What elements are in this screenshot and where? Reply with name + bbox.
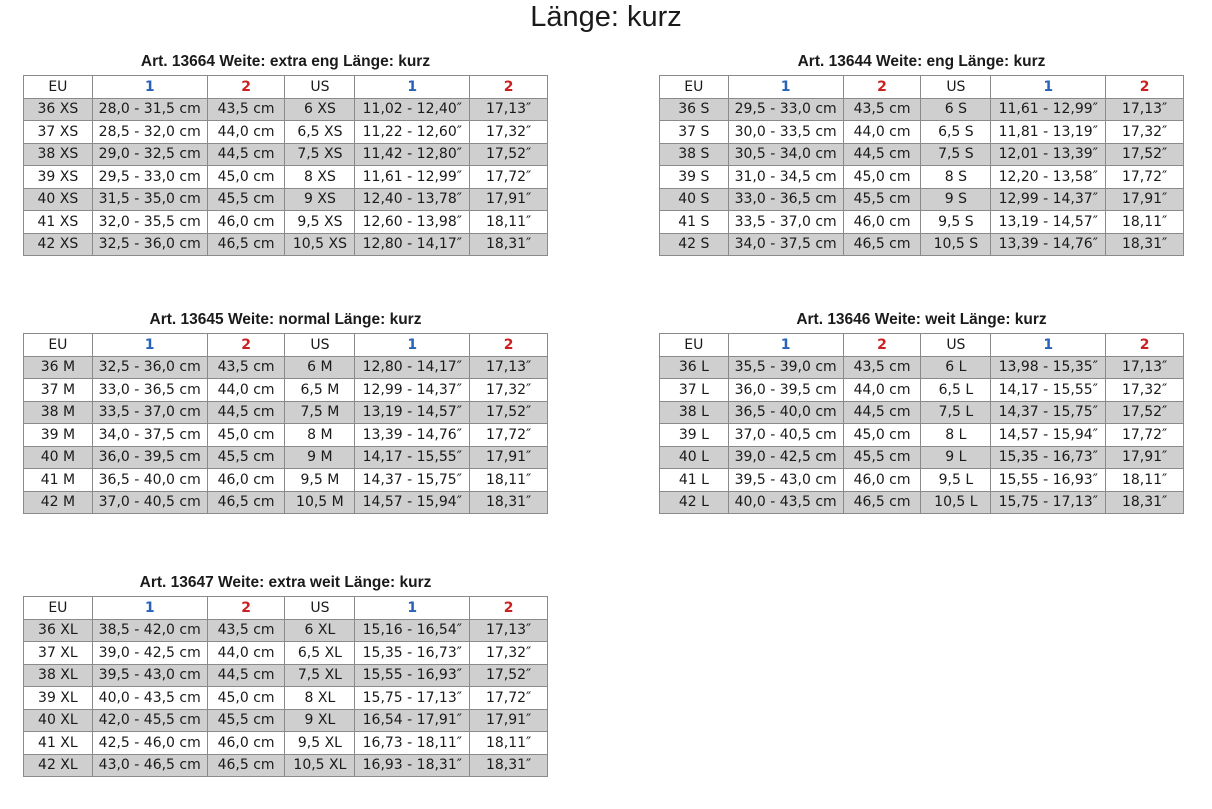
cell-body-length-inch: 15,35 - 16,73″ [355,642,470,665]
cell-eu-size: 42 M [24,491,93,514]
cell-eu-size: 39 M [24,424,93,447]
cell-leg-length-cm: 45,5 cm [207,188,285,211]
cell-body-length-inch: 13,39 - 14,76″ [991,233,1106,256]
table-row [24,709,548,732]
table-row [24,469,548,492]
size-table [659,333,1184,514]
table-title: Art. 13647 Weite: extra weit Länge: kurz [139,574,432,591]
table-row [660,401,1184,424]
cell-leg-length-cm: 45,0 cm [207,166,285,189]
header-leg-length: 2 [843,76,921,99]
cell-eu-size: 41 XL [24,732,93,755]
header-eu: EU [660,334,729,357]
table-row [24,732,548,755]
cell-body-length-cm: 43,0 - 46,5 cm [92,754,207,777]
header-body-length-inch: 1 [355,334,470,357]
cell-body-length-inch: 14,57 - 15,94″ [991,424,1106,447]
table-row [24,166,548,189]
cell-body-length-inch: 15,55 - 16,93″ [355,664,470,687]
table-row [660,121,1184,144]
table-row [24,188,548,211]
cell-eu-size: 36 XL [24,619,93,642]
cell-us-size: 8 M [285,424,355,447]
cell-body-length-inch: 12,60 - 13,98″ [355,211,470,234]
cell-us-size: 6 L [921,356,991,379]
page-title: Länge: kurz [530,1,682,33]
cell-leg-length-cm: 44,5 cm [207,664,285,687]
cell-leg-length-cm: 45,5 cm [843,446,921,469]
cell-eu-size: 37 XS [24,121,93,144]
header-leg-length-inch: 2 [1106,334,1184,357]
cell-us-size: 9 XS [285,188,355,211]
cell-us-size: 10,5 XS [285,233,355,256]
cell-us-size: 10,5 XL [285,754,355,777]
cell-body-length-inch: 16,73 - 18,11″ [355,732,470,755]
cell-body-length-cm: 36,5 - 40,0 cm [92,469,207,492]
cell-body-length-cm: 33,0 - 36,5 cm [92,379,207,402]
cell-eu-size: 37 L [660,379,729,402]
cell-us-size: 9,5 S [921,211,991,234]
cell-eu-size: 41 M [24,469,93,492]
cell-leg-length-inch: 18,31″ [470,233,548,256]
header-leg-length: 2 [207,334,285,357]
cell-leg-length-cm: 46,5 cm [207,491,285,514]
table-row [24,446,548,469]
header-eu: EU [24,334,93,357]
cell-body-length-inch: 15,55 - 16,93″ [991,469,1106,492]
cell-us-size: 6,5 L [921,379,991,402]
cell-leg-length-inch: 17,13″ [470,356,548,379]
table-row [660,233,1184,256]
header-eu: EU [24,597,93,620]
table-row [24,642,548,665]
cell-us-size: 7,5 XS [285,143,355,166]
header-body-length: 1 [728,76,843,99]
cell-body-length-cm: 31,0 - 34,5 cm [728,166,843,189]
header-body-length-inch: 1 [991,76,1106,99]
cell-body-length-inch: 12,80 - 14,17″ [355,233,470,256]
header-leg-length: 2 [207,597,285,620]
table-header-row [24,334,548,357]
cell-leg-length-inch: 18,11″ [1106,211,1184,234]
table-row [24,401,548,424]
cell-body-length-cm: 32,5 - 36,0 cm [92,233,207,256]
cell-eu-size: 38 XL [24,664,93,687]
cell-leg-length-inch: 18,11″ [470,732,548,755]
cell-us-size: 9 M [285,446,355,469]
header-eu: EU [660,76,729,99]
cell-body-length-inch: 13,19 - 14,57″ [991,211,1106,234]
cell-us-size: 9,5 XS [285,211,355,234]
cell-body-length-cm: 36,0 - 39,5 cm [92,446,207,469]
cell-us-size: 7,5 M [285,401,355,424]
cell-body-length-cm: 40,0 - 43,5 cm [728,491,843,514]
cell-us-size: 6,5 S [921,121,991,144]
cell-us-size: 9 S [921,188,991,211]
cell-us-size: 9 L [921,446,991,469]
cell-eu-size: 38 L [660,401,729,424]
table-row [660,143,1184,166]
cell-eu-size: 40 L [660,446,729,469]
cell-body-length-inch: 13,39 - 14,76″ [355,424,470,447]
cell-body-length-cm: 29,5 - 33,0 cm [92,166,207,189]
table-row [660,491,1184,514]
cell-body-length-cm: 39,5 - 43,0 cm [92,664,207,687]
cell-us-size: 8 XL [285,687,355,710]
cell-leg-length-cm: 44,0 cm [207,121,285,144]
table-row [24,379,548,402]
cell-body-length-cm: 30,5 - 34,0 cm [728,143,843,166]
cell-eu-size: 36 S [660,98,729,121]
cell-eu-size: 39 XL [24,687,93,710]
cell-leg-length-inch: 17,72″ [470,166,548,189]
cell-body-length-inch: 16,54 - 17,91″ [355,709,470,732]
cell-body-length-inch: 11,02 - 12,40″ [355,98,470,121]
cell-body-length-cm: 28,0 - 31,5 cm [92,98,207,121]
table-row [24,424,548,447]
cell-body-length-cm: 32,5 - 36,0 cm [92,356,207,379]
cell-us-size: 6,5 M [285,379,355,402]
cell-body-length-cm: 33,5 - 37,0 cm [728,211,843,234]
cell-leg-length-cm: 43,5 cm [207,619,285,642]
cell-body-length-inch: 11,61 - 12,99″ [355,166,470,189]
cell-leg-length-cm: 46,0 cm [843,211,921,234]
header-us: US [285,334,355,357]
table-row [24,491,548,514]
cell-body-length-inch: 13,98 - 15,35″ [991,356,1106,379]
table-title: Art. 13664 Weite: extra eng Länge: kurz [140,53,431,70]
cell-body-length-cm: 32,0 - 35,5 cm [92,211,207,234]
cell-leg-length-inch: 18,31″ [1106,233,1184,256]
header-body-length-inch: 1 [355,76,470,99]
cell-leg-length-cm: 45,0 cm [207,424,285,447]
cell-leg-length-cm: 46,0 cm [207,732,285,755]
cell-leg-length-inch: 18,11″ [470,211,548,234]
table-row [660,98,1184,121]
cell-leg-length-inch: 17,52″ [470,143,548,166]
cell-eu-size: 40 XL [24,709,93,732]
cell-body-length-inch: 11,61 - 12,99″ [991,98,1106,121]
cell-us-size: 9,5 M [285,469,355,492]
cell-us-size: 10,5 S [921,233,991,256]
cell-leg-length-inch: 17,32″ [1106,121,1184,144]
cell-leg-length-inch: 17,32″ [1106,379,1184,402]
header-eu: EU [24,76,93,99]
cell-eu-size: 42 XS [24,233,93,256]
cell-body-length-inch: 13,19 - 14,57″ [355,401,470,424]
cell-body-length-cm: 40,0 - 43,5 cm [92,687,207,710]
table-title: Art. 13646 Weite: weit Länge: kurz [796,311,1047,328]
table-row [660,166,1184,189]
cell-leg-length-inch: 17,32″ [470,379,548,402]
cell-body-length-inch: 12,01 - 13,39″ [991,143,1106,166]
cell-body-length-cm: 33,0 - 36,5 cm [728,188,843,211]
cell-leg-length-inch: 17,72″ [1106,424,1184,447]
cell-eu-size: 42 S [660,233,729,256]
cell-leg-length-cm: 45,5 cm [843,188,921,211]
cell-leg-length-cm: 45,0 cm [843,424,921,447]
header-body-length: 1 [92,76,207,99]
cell-body-length-cm: 36,0 - 39,5 cm [728,379,843,402]
cell-body-length-inch: 15,35 - 16,73″ [991,446,1106,469]
header-leg-length-inch: 2 [470,76,548,99]
cell-eu-size: 41 L [660,469,729,492]
cell-body-length-inch: 16,93 - 18,31″ [355,754,470,777]
cell-us-size: 6 XS [285,98,355,121]
size-table [23,75,548,256]
cell-eu-size: 36 XS [24,98,93,121]
cell-leg-length-inch: 18,31″ [1106,491,1184,514]
cell-body-length-cm: 29,0 - 32,5 cm [92,143,207,166]
cell-leg-length-inch: 17,13″ [470,619,548,642]
cell-us-size: 7,5 L [921,401,991,424]
cell-leg-length-cm: 44,0 cm [843,121,921,144]
cell-body-length-cm: 38,5 - 42,0 cm [92,619,207,642]
cell-leg-length-inch: 17,72″ [470,424,548,447]
table-row [24,356,548,379]
table-header-row [24,76,548,99]
size-table [23,333,548,514]
cell-leg-length-cm: 44,5 cm [207,401,285,424]
cell-leg-length-cm: 43,5 cm [207,356,285,379]
cell-leg-length-inch: 17,52″ [470,664,548,687]
cell-us-size: 8 S [921,166,991,189]
cell-eu-size: 40 S [660,188,729,211]
cell-leg-length-cm: 46,0 cm [207,211,285,234]
cell-us-size: 10,5 M [285,491,355,514]
table-row [660,356,1184,379]
cell-eu-size: 37 S [660,121,729,144]
cell-leg-length-cm: 46,5 cm [843,233,921,256]
header-body-length-inch: 1 [991,334,1106,357]
cell-body-length-inch: 14,17 - 15,55″ [355,446,470,469]
cell-leg-length-inch: 17,52″ [470,401,548,424]
cell-body-length-cm: 36,5 - 40,0 cm [728,401,843,424]
cell-leg-length-cm: 46,0 cm [843,469,921,492]
cell-us-size: 8 L [921,424,991,447]
header-body-length: 1 [92,597,207,620]
cell-us-size: 9,5 L [921,469,991,492]
cell-leg-length-cm: 43,5 cm [207,98,285,121]
cell-leg-length-cm: 44,0 cm [843,379,921,402]
cell-body-length-cm: 30,0 - 33,5 cm [728,121,843,144]
cell-eu-size: 37 M [24,379,93,402]
cell-us-size: 9,5 XL [285,732,355,755]
cell-body-length-cm: 29,5 - 33,0 cm [728,98,843,121]
cell-body-length-inch: 14,17 - 15,55″ [991,379,1106,402]
header-leg-length: 2 [207,76,285,99]
table-title: Art. 13644 Weite: eng Länge: kurz [797,53,1046,70]
cell-leg-length-inch: 17,91″ [1106,446,1184,469]
table-row [24,664,548,687]
cell-leg-length-cm: 45,0 cm [207,687,285,710]
cell-us-size: 7,5 S [921,143,991,166]
cell-eu-size: 40 XS [24,188,93,211]
table-row [24,619,548,642]
table-row [24,687,548,710]
header-us: US [921,334,991,357]
cell-us-size: 6 XL [285,619,355,642]
cell-leg-length-inch: 17,32″ [470,121,548,144]
cell-leg-length-inch: 17,52″ [1106,401,1184,424]
header-leg-length-inch: 2 [470,334,548,357]
cell-leg-length-cm: 45,5 cm [207,709,285,732]
cell-body-length-inch: 12,20 - 13,58″ [991,166,1106,189]
cell-leg-length-cm: 44,5 cm [843,143,921,166]
cell-body-length-cm: 33,5 - 37,0 cm [92,401,207,424]
table-row [660,188,1184,211]
table-row [24,754,548,777]
table-row [660,211,1184,234]
table-title: Art. 13645 Weite: normal Länge: kurz [149,311,422,328]
size-table [659,75,1184,256]
cell-eu-size: 36 M [24,356,93,379]
cell-leg-length-inch: 17,32″ [470,642,548,665]
cell-leg-length-inch: 17,91″ [470,709,548,732]
table-row [24,98,548,121]
cell-body-length-inch: 11,81 - 13,19″ [991,121,1106,144]
cell-body-length-cm: 39,0 - 42,5 cm [728,446,843,469]
cell-body-length-inch: 15,75 - 17,13″ [355,687,470,710]
cell-body-length-cm: 37,0 - 40,5 cm [728,424,843,447]
cell-leg-length-cm: 44,0 cm [207,379,285,402]
cell-us-size: 6 M [285,356,355,379]
cell-body-length-inch: 12,80 - 14,17″ [355,356,470,379]
cell-leg-length-inch: 17,91″ [1106,188,1184,211]
cell-leg-length-inch: 18,31″ [470,491,548,514]
cell-us-size: 7,5 XL [285,664,355,687]
cell-leg-length-inch: 18,11″ [470,469,548,492]
cell-body-length-cm: 31,5 - 35,0 cm [92,188,207,211]
cell-us-size: 6 S [921,98,991,121]
table-row [24,121,548,144]
table-row [660,446,1184,469]
cell-leg-length-inch: 17,52″ [1106,143,1184,166]
header-body-length: 1 [92,334,207,357]
cell-eu-size: 39 XS [24,166,93,189]
table-row [660,424,1184,447]
cell-us-size: 6,5 XL [285,642,355,665]
cell-eu-size: 38 M [24,401,93,424]
header-body-length-inch: 1 [355,597,470,620]
cell-eu-size: 41 XS [24,211,93,234]
cell-body-length-cm: 39,0 - 42,5 cm [92,642,207,665]
cell-leg-length-cm: 46,0 cm [207,469,285,492]
cell-body-length-inch: 14,37 - 15,75″ [991,401,1106,424]
cell-body-length-inch: 12,99 - 14,37″ [991,188,1106,211]
cell-eu-size: 38 XS [24,143,93,166]
cell-leg-length-cm: 43,5 cm [843,356,921,379]
cell-leg-length-cm: 43,5 cm [843,98,921,121]
cell-leg-length-cm: 44,5 cm [207,143,285,166]
table-row [24,143,548,166]
cell-body-length-inch: 15,75 - 17,13″ [991,491,1106,514]
cell-eu-size: 36 L [660,356,729,379]
cell-leg-length-inch: 17,72″ [1106,166,1184,189]
cell-leg-length-inch: 17,72″ [470,687,548,710]
header-leg-length-inch: 2 [470,597,548,620]
cell-us-size: 10,5 L [921,491,991,514]
cell-body-length-inch: 14,37 - 15,75″ [355,469,470,492]
table-row [660,469,1184,492]
cell-eu-size: 39 S [660,166,729,189]
cell-body-length-cm: 39,5 - 43,0 cm [728,469,843,492]
table-header-row [660,334,1184,357]
cell-leg-length-inch: 17,13″ [470,98,548,121]
cell-body-length-inch: 12,99 - 14,37″ [355,379,470,402]
cell-body-length-cm: 34,0 - 37,5 cm [728,233,843,256]
cell-eu-size: 37 XL [24,642,93,665]
cell-us-size: 6,5 XS [285,121,355,144]
cell-us-size: 9 XL [285,709,355,732]
table-row [660,379,1184,402]
cell-eu-size: 41 S [660,211,729,234]
cell-eu-size: 42 L [660,491,729,514]
cell-body-length-cm: 42,5 - 46,0 cm [92,732,207,755]
cell-body-length-cm: 37,0 - 40,5 cm [92,491,207,514]
cell-body-length-inch: 15,16 - 16,54″ [355,619,470,642]
cell-eu-size: 42 XL [24,754,93,777]
table-header-row [660,76,1184,99]
cell-body-length-cm: 42,0 - 45,5 cm [92,709,207,732]
header-leg-length: 2 [843,334,921,357]
cell-leg-length-cm: 45,5 cm [207,446,285,469]
header-us: US [285,76,355,99]
cell-leg-length-cm: 46,5 cm [207,754,285,777]
cell-leg-length-cm: 44,5 cm [843,401,921,424]
cell-eu-size: 38 S [660,143,729,166]
cell-leg-length-inch: 17,13″ [1106,98,1184,121]
cell-body-length-inch: 14,57 - 15,94″ [355,491,470,514]
cell-body-length-cm: 35,5 - 39,0 cm [728,356,843,379]
cell-body-length-cm: 34,0 - 37,5 cm [92,424,207,447]
cell-leg-length-inch: 17,13″ [1106,356,1184,379]
cell-body-length-cm: 28,5 - 32,0 cm [92,121,207,144]
cell-leg-length-inch: 18,31″ [470,754,548,777]
header-body-length: 1 [728,334,843,357]
header-us: US [921,76,991,99]
cell-us-size: 8 XS [285,166,355,189]
cell-leg-length-inch: 17,91″ [470,188,548,211]
cell-eu-size: 39 L [660,424,729,447]
size-table [23,596,548,777]
cell-body-length-inch: 12,40 - 13,78″ [355,188,470,211]
cell-body-length-inch: 11,22 - 12,60″ [355,121,470,144]
cell-leg-length-inch: 17,91″ [470,446,548,469]
cell-body-length-inch: 11,42 - 12,80″ [355,143,470,166]
cell-leg-length-cm: 45,0 cm [843,166,921,189]
table-row [24,233,548,256]
table-header-row [24,597,548,620]
header-us: US [285,597,355,620]
table-row [24,211,548,234]
cell-leg-length-inch: 18,11″ [1106,469,1184,492]
cell-eu-size: 40 M [24,446,93,469]
cell-leg-length-cm: 46,5 cm [207,233,285,256]
cell-leg-length-cm: 46,5 cm [843,491,921,514]
cell-leg-length-cm: 44,0 cm [207,642,285,665]
header-leg-length-inch: 2 [1106,76,1184,99]
